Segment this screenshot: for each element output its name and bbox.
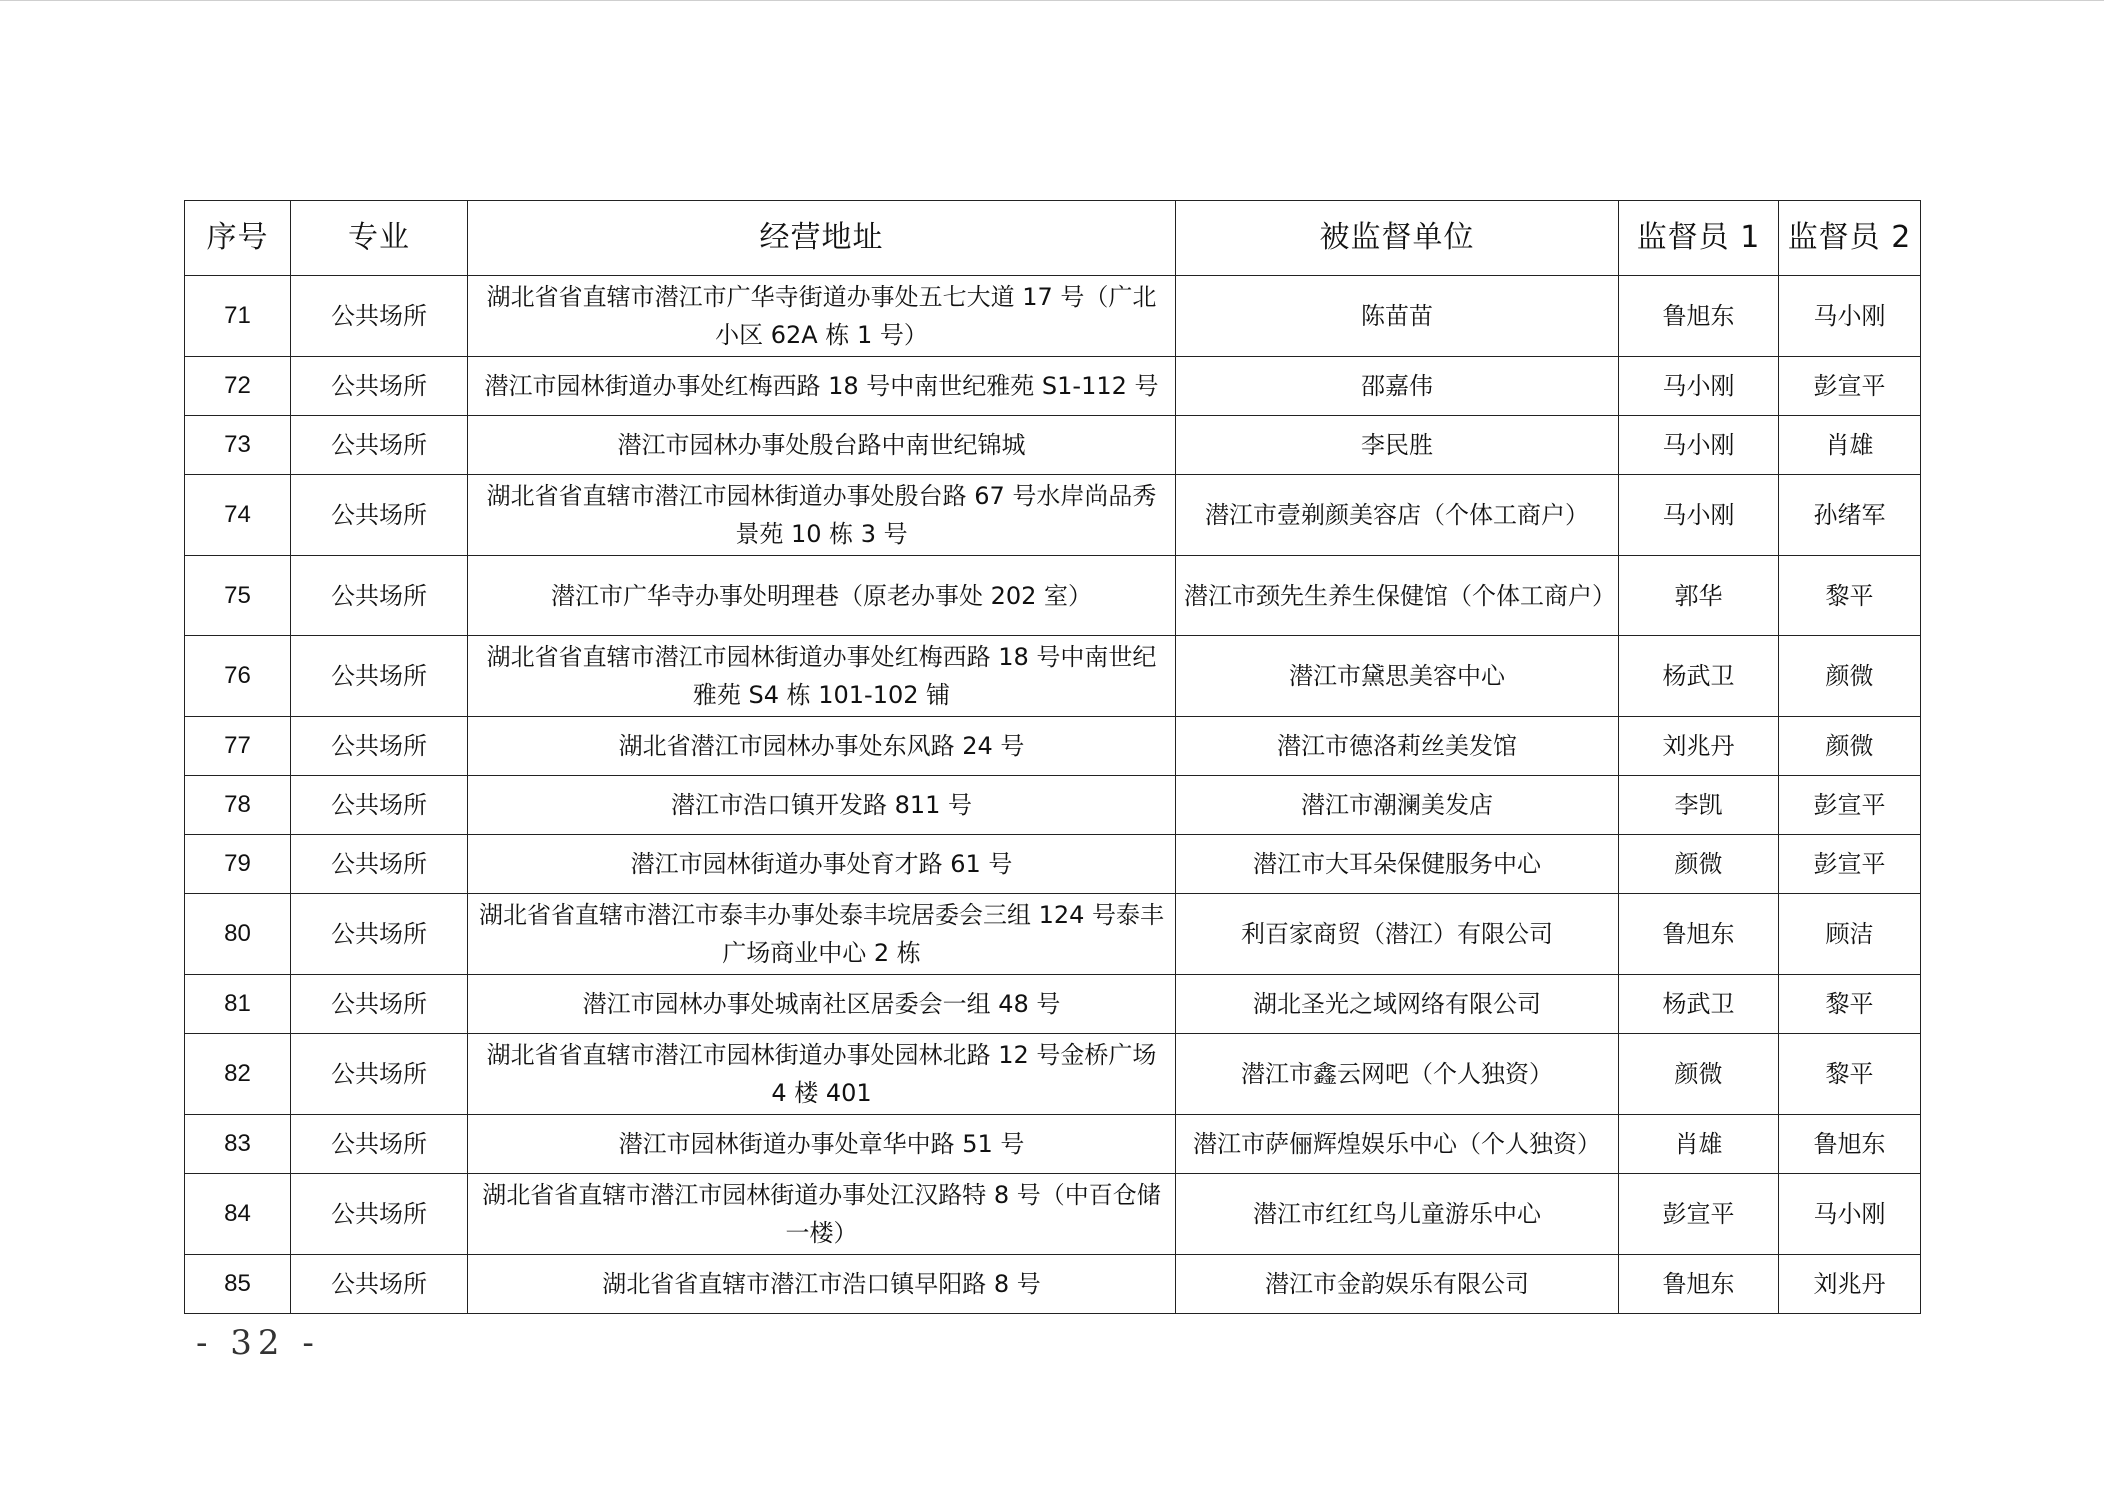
cell-unit: 湖北圣光之域网络有限公司 (1176, 975, 1619, 1034)
cell-field: 公共场所 (291, 1115, 468, 1174)
cell-supervisor-2: 刘兆丹 (1779, 1255, 1921, 1314)
cell-supervisor-2: 黎平 (1779, 1034, 1921, 1115)
cell-unit: 潜江市壹剃颜美容店（个体工商户） (1176, 475, 1619, 556)
table-row (185, 636, 1921, 717)
table-row (185, 717, 1921, 776)
cell-field: 公共场所 (291, 776, 468, 835)
header-index: 序号 (185, 201, 291, 276)
cell-address: 湖北省潜江市园林办事处东风路 24 号 (468, 717, 1176, 776)
cell-supervisor-2: 颜微 (1779, 636, 1921, 717)
cell-field: 公共场所 (291, 1174, 468, 1255)
cell-supervisor-1: 鲁旭东 (1619, 894, 1779, 975)
cell-unit: 潜江市颈先生养生保健馆（个体工商户） (1176, 556, 1619, 636)
cell-index: 71 (185, 276, 291, 357)
cell-field: 公共场所 (291, 475, 468, 556)
cell-supervisor-1: 杨武卫 (1619, 975, 1779, 1034)
cell-supervisor-2: 马小刚 (1779, 1174, 1921, 1255)
cell-field: 公共场所 (291, 975, 468, 1034)
cell-address: 湖北省省直辖市潜江市园林街道办事处江汉路特 8 号（中百仓储一楼） (468, 1174, 1176, 1255)
cell-field: 公共场所 (291, 894, 468, 975)
cell-supervisor-1: 刘兆丹 (1619, 717, 1779, 776)
cell-supervisor-2: 鲁旭东 (1779, 1115, 1921, 1174)
cell-address: 湖北省省直辖市潜江市园林街道办事处红梅西路 18 号中南世纪雅苑 S4 栋 101-102 铺 (468, 636, 1176, 717)
cell-unit: 潜江市萨俪辉煌娱乐中心（个人独资） (1176, 1115, 1619, 1174)
cell-address: 潜江市园林街道办事处红梅西路 18 号中南世纪雅苑 S1-112 号 (468, 357, 1176, 416)
table-row (185, 357, 1921, 416)
cell-index: 72 (185, 357, 291, 416)
cell-field: 公共场所 (291, 556, 468, 636)
cell-supervisor-2: 黎平 (1779, 975, 1921, 1034)
cell-unit: 邵嘉伟 (1176, 357, 1619, 416)
table-row (185, 1034, 1921, 1115)
cell-index: 84 (185, 1174, 291, 1255)
supervision-table (184, 200, 1921, 1314)
cell-unit: 潜江市大耳朵保健服务中心 (1176, 835, 1619, 894)
cell-supervisor-1: 杨武卫 (1619, 636, 1779, 717)
table-header-row (185, 201, 1921, 276)
cell-field: 公共场所 (291, 416, 468, 475)
cell-supervisor-2: 颜微 (1779, 717, 1921, 776)
cell-unit: 潜江市金韵娱乐有限公司 (1176, 1255, 1619, 1314)
table-row (185, 1174, 1921, 1255)
cell-field: 公共场所 (291, 1255, 468, 1314)
header-supervisor-2: 监督员 2 (1779, 201, 1921, 276)
cell-supervisor-2: 黎平 (1779, 556, 1921, 636)
cell-field: 公共场所 (291, 357, 468, 416)
cell-supervisor-2: 顾洁 (1779, 894, 1921, 975)
header-field: 专业 (291, 201, 468, 276)
cell-unit: 李民胜 (1176, 416, 1619, 475)
cell-supervisor-1: 马小刚 (1619, 416, 1779, 475)
cell-field: 公共场所 (291, 636, 468, 717)
cell-address: 潜江市园林办事处城南社区居委会一组 48 号 (468, 975, 1176, 1034)
cell-supervisor-2: 孙绪军 (1779, 475, 1921, 556)
cell-supervisor-1: 颜微 (1619, 1034, 1779, 1115)
cell-supervisor-2: 彭宣平 (1779, 357, 1921, 416)
cell-address: 潜江市园林办事处殷台路中南世纪锦城 (468, 416, 1176, 475)
cell-field: 公共场所 (291, 1034, 468, 1115)
cell-supervisor-1: 肖雄 (1619, 1115, 1779, 1174)
table-row (185, 416, 1921, 475)
cell-supervisor-2: 肖雄 (1779, 416, 1921, 475)
cell-index: 81 (185, 975, 291, 1034)
table-row (185, 894, 1921, 975)
cell-index: 73 (185, 416, 291, 475)
cell-supervisor-2: 彭宣平 (1779, 835, 1921, 894)
cell-unit: 潜江市鑫云网吧（个人独资） (1176, 1034, 1619, 1115)
cell-supervisor-1: 鲁旭东 (1619, 276, 1779, 357)
cell-supervisor-1: 郭华 (1619, 556, 1779, 636)
cell-index: 75 (185, 556, 291, 636)
cell-index: 74 (185, 475, 291, 556)
cell-unit: 利百家商贸（潜江）有限公司 (1176, 894, 1619, 975)
table-row (185, 276, 1921, 357)
table-row (185, 975, 1921, 1034)
cell-supervisor-1: 鲁旭东 (1619, 1255, 1779, 1314)
cell-supervisor-1: 彭宣平 (1619, 1174, 1779, 1255)
table-row (185, 776, 1921, 835)
table-row (185, 556, 1921, 636)
table-row (185, 1255, 1921, 1314)
page-number: - 32 - (196, 1323, 320, 1363)
cell-index: 79 (185, 835, 291, 894)
cell-index: 76 (185, 636, 291, 717)
table-row (185, 475, 1921, 556)
cell-unit: 潜江市黛思美容中心 (1176, 636, 1619, 717)
cell-address: 湖北省省直辖市潜江市浩口镇早阳路 8 号 (468, 1255, 1176, 1314)
cell-address: 湖北省省直辖市潜江市园林街道办事处殷台路 67 号水岸尚品秀景苑 10 栋 3 号 (468, 475, 1176, 556)
cell-unit: 潜江市红红鸟儿童游乐中心 (1176, 1174, 1619, 1255)
cell-unit: 潜江市德洛莉丝美发馆 (1176, 717, 1619, 776)
table-row (185, 1115, 1921, 1174)
cell-address: 潜江市园林街道办事处章华中路 51 号 (468, 1115, 1176, 1174)
cell-address: 湖北省省直辖市潜江市广华寺街道办事处五七大道 17 号（广北小区 62A 栋 1 号） (468, 276, 1176, 357)
cell-field: 公共场所 (291, 276, 468, 357)
cell-supervisor-1: 马小刚 (1619, 475, 1779, 556)
cell-index: 78 (185, 776, 291, 835)
cell-address: 湖北省省直辖市潜江市园林街道办事处园林北路 12 号金桥广场 4 楼 401 (468, 1034, 1176, 1115)
cell-address: 潜江市浩口镇开发路 811 号 (468, 776, 1176, 835)
cell-address: 潜江市园林街道办事处育才路 61 号 (468, 835, 1176, 894)
header-address: 经营地址 (468, 201, 1176, 276)
cell-supervisor-2: 彭宣平 (1779, 776, 1921, 835)
cell-index: 80 (185, 894, 291, 975)
cell-unit: 陈苗苗 (1176, 276, 1619, 357)
cell-supervisor-1: 李凯 (1619, 776, 1779, 835)
cell-unit: 潜江市潮澜美发店 (1176, 776, 1619, 835)
table-row (185, 835, 1921, 894)
header-supervisor-1: 监督员 1 (1619, 201, 1779, 276)
cell-field: 公共场所 (291, 835, 468, 894)
cell-index: 77 (185, 717, 291, 776)
cell-index: 83 (185, 1115, 291, 1174)
cell-address: 湖北省省直辖市潜江市泰丰办事处泰丰垸居委会三组 124 号泰丰广场商业中心 2 栋 (468, 894, 1176, 975)
cell-supervisor-1: 马小刚 (1619, 357, 1779, 416)
cell-supervisor-1: 颜微 (1619, 835, 1779, 894)
header-unit: 被监督单位 (1176, 201, 1619, 276)
cell-address: 潜江市广华寺办事处明理巷（原老办事处 202 室） (468, 556, 1176, 636)
cell-index: 82 (185, 1034, 291, 1115)
cell-supervisor-2: 马小刚 (1779, 276, 1921, 357)
cell-index: 85 (185, 1255, 291, 1314)
cell-field: 公共场所 (291, 717, 468, 776)
